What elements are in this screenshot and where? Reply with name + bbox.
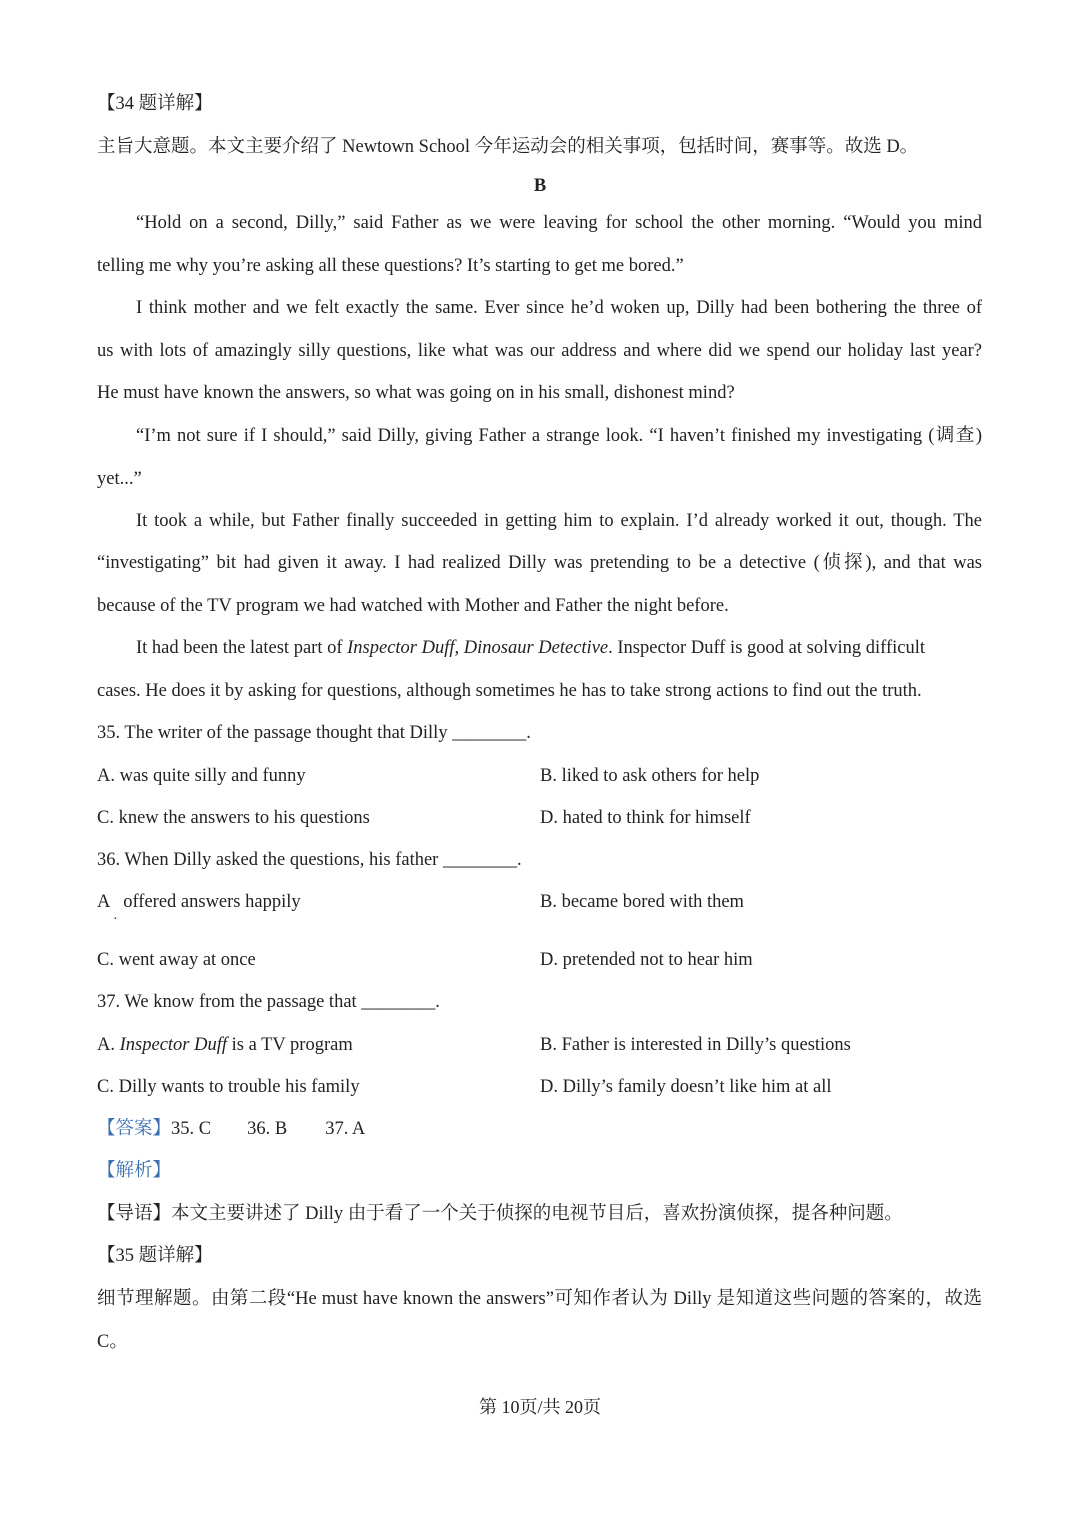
question-35-option-a: A. was quite silly and funny bbox=[97, 766, 306, 786]
detail-34-heading: 【34 题详解】 bbox=[97, 94, 213, 114]
passage-p2-line1: I think mother and we felt exactly the same. Ever since he’d woken up, Dilly had been bothering the three of bbox=[136, 298, 982, 318]
answer-line bbox=[97, 1117, 365, 1141]
question-37-option-a-prefix: A. bbox=[97, 1035, 120, 1055]
answer-label: 【答案】 bbox=[97, 1119, 172, 1139]
question-35-option-b: B. liked to ask others for help bbox=[540, 766, 760, 786]
answer-36: 36. B bbox=[247, 1119, 288, 1139]
answer-37: 37. A bbox=[325, 1119, 366, 1139]
question-37-option-a-italic: Inspector Duff bbox=[119, 1035, 228, 1055]
passage-p4-line1: It took a while, but Father finally succeeded in getting him to explain. I’d already worked it out, though. The bbox=[136, 511, 982, 531]
question-36-option-b: B. became bored with them bbox=[540, 892, 744, 912]
question-36-option-d: D. pretended not to hear him bbox=[540, 950, 753, 970]
passage-p5-text-b: . Inspector Duff is good at solving difficult bbox=[608, 638, 925, 658]
detail-34-text: 主旨大意题。本文主要介绍了 Newtown School 今年运动会的相关事项，包括时间，赛事等。故选 D。 bbox=[97, 137, 919, 157]
question-35-stem: 35. The writer of the passage thought that Dilly ________. bbox=[97, 723, 531, 743]
question-35-option-c: C. knew the answers to his questions bbox=[97, 808, 370, 828]
passage-p2-line2: us with lots of amazingly silly questions, like what was our address and where did we spend our holiday last year? bbox=[97, 341, 982, 361]
passage-p1-line2: telling me why you’re asking all these questions? It’s starting to get me bored.” bbox=[97, 256, 684, 276]
question-37-option-d: D. Dilly’s family doesn’t like him at all bbox=[540, 1077, 832, 1097]
analysis-label: 【解析】 bbox=[97, 1161, 172, 1181]
question-37-stem: 37. We know from the passage that ________. bbox=[97, 992, 440, 1012]
passage-p5-title-italic: Inspector Duff, Dinosaur Detective bbox=[347, 638, 609, 658]
question-36-stem: 36. When Dilly asked the questions, his father ________. bbox=[97, 850, 522, 870]
detail-35-line2: C。 bbox=[97, 1332, 128, 1352]
question-37-option-a bbox=[97, 1033, 353, 1057]
passage-p4-line3: because of the TV program we had watched with Mother and Father the night before. bbox=[97, 596, 729, 616]
passage-p1-line1: “Hold on a second, Dilly,” said Father as we were leaving for school the other morning. “Would you mind bbox=[136, 213, 982, 233]
section-title: B bbox=[533, 176, 547, 196]
passage-p5-line2: cases. He does it by asking for questions, although sometimes he has to take strong actions to find out the truth. bbox=[97, 681, 922, 701]
question-36-option-c: C. went away at once bbox=[97, 950, 256, 970]
answer-35: 35. C bbox=[171, 1119, 212, 1139]
passage-p3-line1: “I’m not sure if I should,” said Dilly, giving Father a strange look. “I haven’t finished my investigating (调查) bbox=[136, 426, 982, 446]
question-37-option-a-suffix: is a TV program bbox=[227, 1035, 353, 1055]
page-footer: 第 10页/共 20页 bbox=[478, 1397, 601, 1417]
question-37-option-c: C. Dilly wants to trouble his family bbox=[97, 1077, 360, 1097]
passage-p4-line2: “investigating” bit had given it away. I had realized Dilly was pretending to be a detective (侦探), and that was bbox=[97, 553, 982, 573]
question-35-option-d: D. hated to think for himself bbox=[540, 808, 751, 828]
passage-p5-line1 bbox=[136, 636, 982, 660]
passage-p5-text-a: It had been the latest part of bbox=[136, 638, 348, 658]
passage-p3-line2: yet...” bbox=[97, 469, 142, 489]
detail-35-line1: 细节理解题。由第二段“He must have known the answers”可知作者认为 Dilly 是知道这些问题的答案的，故选 bbox=[97, 1289, 982, 1309]
question-36-option-a: A offered answers happily bbox=[97, 892, 301, 912]
question-37-option-b: B. Father is interested in Dilly’s questions bbox=[540, 1035, 851, 1055]
intro-text: 【导语】本文主要讲述了 Dilly 由于看了一个关于侦探的电视节目后，喜欢扮演侦探，提各种问题。 bbox=[97, 1204, 903, 1224]
detail-35-heading: 【35 题详解】 bbox=[97, 1246, 213, 1266]
stray-dot: · bbox=[113, 912, 118, 927]
passage-p2-line3: He must have known the answers, so what was going on in his small, dishonest mind? bbox=[97, 383, 735, 403]
